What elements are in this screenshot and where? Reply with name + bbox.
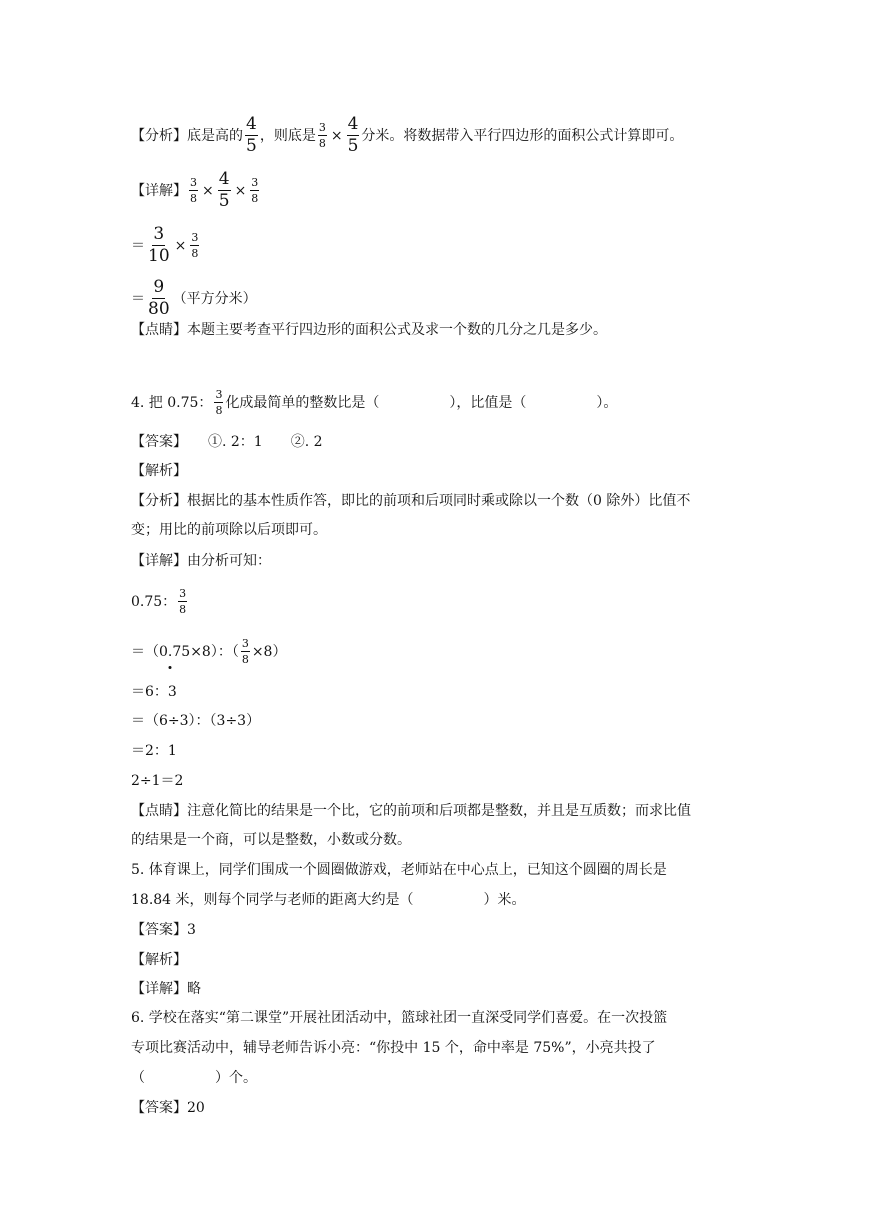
fraction-four-fifths: $\frac{4}{5}$ — [347, 114, 359, 156]
fraction-four-fifths: $\frac{4}{5}$ — [218, 169, 230, 211]
solution-step-4: ＝（6÷3）：（3÷3） — [131, 713, 261, 729]
fraction-four-fifths: $\frac{4}{5}$ — [246, 114, 257, 156]
question-6-line-1: 6. 学校在落实“第二课堂”开展社团活动中，篮球社团一直深受同学们喜爱。在一次投篮 — [131, 1010, 668, 1026]
solution-line-2: ＝ $\frac{3}{10}$ × $\frac{3}{8}$ — [131, 224, 199, 266]
fraction-three-eighths: $\frac{3}{8}$ — [191, 231, 199, 260]
solution-line-5: 【详解】略 — [131, 981, 201, 997]
question-4: 4. 把 0.75： $\frac{3}{8}$ 化成最简单的整数比是（ ），比值是（ ）。 — [131, 388, 618, 417]
answer-line-6: 【答案】20 — [131, 1100, 205, 1116]
question-5-line-2: 18.84 米，则每个同学与老师的距离大约是（ ）米。 — [131, 892, 526, 908]
answer-line: 【答案】 ①. 2：1 ②. 2 — [131, 434, 323, 450]
analysis-line-2: 【分析】根据比的基本性质作答，即比的前项和后项同时乘或除以一个数（0 除外）比值不 — [131, 493, 691, 509]
fraction-three-eighths: $\frac{3}{8}$ — [215, 388, 223, 417]
comment-line: 【点睛】本题主要考查平行四边形的面积公式及求一个数的几分之几是多少。 — [131, 322, 607, 338]
solution-step-5: ＝2：1 — [131, 743, 177, 759]
answer-line-5: 【答案】3 — [131, 922, 196, 938]
fraction-three-eighths: $\frac{3}{8}$ — [241, 637, 249, 666]
fraction-three-eighths: $\frac{3}{8}$ — [190, 176, 197, 205]
parse-heading: 【解析】 — [131, 463, 187, 479]
solution-intro: 【详解】由分析可知： — [131, 553, 271, 569]
fraction-three-eighths: $\frac{3}{8}$ — [179, 587, 187, 616]
analysis-line-3: 变；用比的前项除以后项即可。 — [131, 522, 327, 538]
fraction-three-eighths: $\frac{3}{8}$ — [318, 121, 326, 150]
analysis-line-1: 【分析】底是高的 $\frac{4}{5}$ ，则底是 $\frac{3}{8}$ × $\frac{4}{5}$ 分米。将数据带入平行四边形的面积公式计算即可。 — [131, 114, 684, 156]
solution-step-3: ＝6：3 — [131, 684, 177, 700]
solution-step-6: 2÷1＝2 — [131, 773, 184, 789]
solution-line-1: 【详解】 $\frac{3}{8}$ × $\frac{4}{5}$ × $\frac{3}{8}$ — [131, 169, 259, 211]
question-5-line-1: 5. 体育课上，同学们围成一个圆圈做游戏，老师站在中心点上，已知这个圆圈的周长是 — [131, 862, 667, 878]
comment-line-2a: 【点睛】注意化简比的结果是一个比，它的前项和后项都是整数，并且是互质数；而求比值 — [131, 803, 691, 819]
solution-step-1: 0.75： $\frac{3}{8}$ — [131, 587, 187, 616]
solution-step-2: ＝（0 . 75×8）：（ $\frac{3}{8}$ ×8） — [131, 637, 287, 666]
solution-line-3: ＝ $\frac{9}{80}$ （平方分米） — [131, 277, 257, 319]
fraction-three-tenths: $\frac{3}{10}$ — [148, 224, 170, 266]
comment-line-2b: 的结果是一个商，可以是整数，小数或分数。 — [131, 832, 411, 848]
question-6-line-2: 专项比赛活动中，辅导老师告诉小亮：“你投中 15 个，命中率是 75%”，小亮共投了 — [131, 1040, 656, 1056]
question-6-line-3: （ ）个。 — [131, 1070, 257, 1086]
parse-heading-5: 【解析】 — [131, 952, 187, 968]
fraction-nine-eightieths: $\frac{9}{80}$ — [148, 277, 170, 319]
fraction-three-eighths: $\frac{3}{8}$ — [251, 176, 259, 205]
